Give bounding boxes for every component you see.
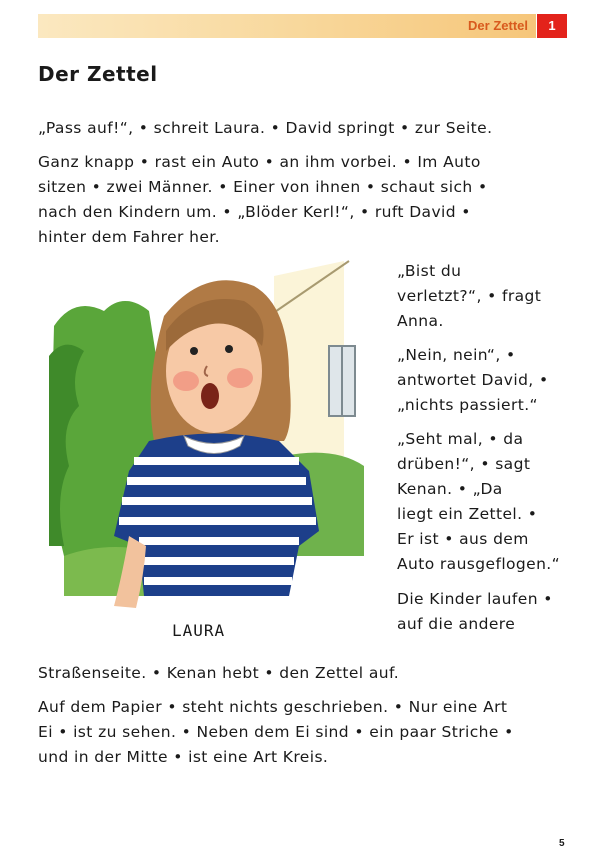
text-line: sitzen • zwei Männer. • Einer von ihnen • schaut sich • xyxy=(38,178,488,196)
text-line: hinter dem Fahrer her. xyxy=(38,228,220,246)
laura-illustration xyxy=(44,256,374,616)
text-line: drüben!“, • sagt xyxy=(397,455,531,473)
illustration-caption: LAURA xyxy=(172,621,226,640)
story-title: Der Zettel xyxy=(38,62,158,86)
side-paragraph-3 xyxy=(397,427,577,577)
text-line: liegt ein Zettel. • xyxy=(397,505,538,523)
text-line: Ganz knapp • rast ein Auto • an ihm vorbei. • Im Auto xyxy=(38,153,481,171)
text-line: Kenan. • „Da xyxy=(397,480,503,498)
text-line: Anna. xyxy=(397,312,444,330)
text-line: verletzt?“, • fragt xyxy=(397,287,542,305)
paragraph-1: „Pass auf!“, • schreit Laura. • David springt • zur Seite. xyxy=(38,119,493,137)
text-line: und in der Mitte • ist eine Art Kreis. xyxy=(38,748,329,766)
paragraph-2 xyxy=(38,150,558,250)
text-line: auf die andere xyxy=(397,615,516,633)
paragraph-3: Straßenseite. • Kenan hebt • den Zettel auf. xyxy=(38,664,400,682)
text-line: Ei • ist zu sehen. • Neben dem Ei sind • ein paar Striche • xyxy=(38,723,514,741)
text-line: „nichts passiert.“ xyxy=(397,396,538,414)
chapter-header-bar xyxy=(38,14,536,38)
side-paragraph-4 xyxy=(397,587,577,637)
chapter-number-badge: 1 xyxy=(537,14,567,38)
text-line: Auf dem Papier • steht nichts geschrieben. • Nur eine Art xyxy=(38,698,508,716)
text-line: „Seht mal, • da xyxy=(397,430,524,448)
text-line: nach den Kindern um. • „Blöder Kerl!“, • ruft David • xyxy=(38,203,471,221)
side-paragraph-2 xyxy=(397,343,577,418)
text-line: Auto rausgeflogen.“ xyxy=(397,555,561,573)
text-line: „Nein, nein“, • xyxy=(397,346,516,364)
paragraph-4 xyxy=(38,695,558,770)
text-line: „Bist du xyxy=(397,262,462,280)
text-line: Die Kinder laufen • xyxy=(397,590,553,608)
side-paragraph-1 xyxy=(397,259,577,334)
text-line: antwortet David, • xyxy=(397,371,549,389)
page-number: 5 xyxy=(559,838,565,849)
chapter-title: Der Zettel xyxy=(468,18,528,33)
text-line: Er ist • aus dem xyxy=(397,530,529,548)
